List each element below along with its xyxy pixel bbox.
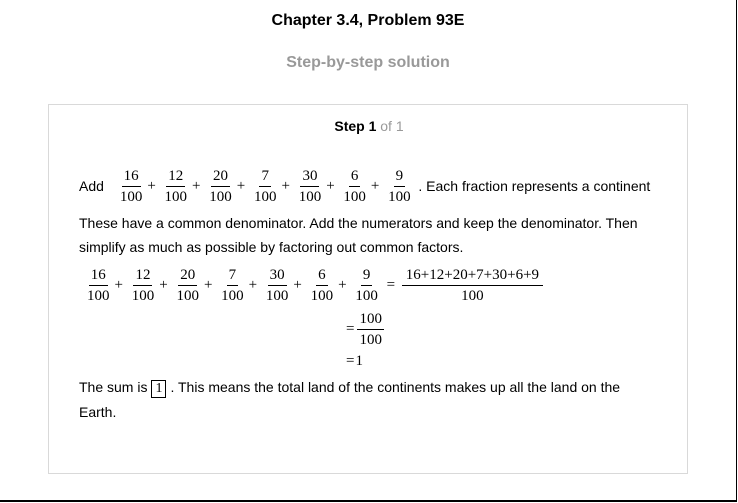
fraction: $\frac{9}{100}$ [388, 168, 411, 205]
simplified-fraction: $\frac{100}{100}$ [359, 311, 382, 348]
sum-fraction: $\frac{16+12+20+7+30+6+9}{100}$ [402, 265, 543, 306]
add-label: Add [79, 178, 104, 195]
solution-subtitle: Step-by-step solution [286, 54, 450, 71]
fraction: $\frac{12}{100}$ [164, 168, 188, 205]
intro-expression: $\frac{16}{100}$ + $\frac{12}{100}$ + $\frac{20}{100}$ + $\frac{7}{100}$ + $\frac{30}{100}$ + $\frac{6}{100}$ + $\frac{9}{100}$ [119, 168, 411, 205]
conclusion-suffix: . This means the total land of the continents makes up all the land on the [170, 379, 621, 395]
fraction: $\frac{6}{100}$ [343, 168, 366, 205]
explanation-line-1: These have a common denominator. Add the numerators and keep the denominator. Then [79, 215, 638, 231]
fraction: $\frac{7}{100}$ [221, 267, 244, 304]
fraction: $\frac{16}{100}$ [87, 267, 110, 304]
fraction: $\frac{16}{100}$ [119, 168, 143, 205]
fraction: $\frac{7}{100}$ [253, 168, 277, 205]
fraction: $\frac{6}{100}$ [310, 267, 334, 304]
explanation-line-2: simplify as much as possible by factoring out common factors. [79, 239, 464, 255]
equals-sign: = [386, 277, 396, 293]
step-indicator [49, 118, 689, 134]
intro-tail: . Each fraction represents a continent [418, 178, 651, 195]
equation-row-1: $\frac{16}{100}$ + $\frac{12}{100}$ + $\frac{20}{100}$ + $\frac{7}{100}$ + $\frac{30}{100}$ + $\frac{6}{100}$ + $\frac{9}{100}$ = $\frac{16+12+20+7+30+6+9}{100}$ [83, 265, 545, 306]
intro-line [79, 166, 650, 207]
fraction: $\frac{20}{100}$ [209, 168, 232, 205]
step-label: Step 1 [334, 118, 377, 134]
fraction: $\frac{9}{100}$ [355, 267, 378, 304]
conclusion-line [79, 379, 620, 398]
fraction: $\frac{12}{100}$ [131, 267, 155, 304]
equals-sign: = [346, 353, 355, 370]
solution-card [48, 104, 688, 474]
result-value: 1 [355, 353, 363, 369]
answer-box: 1 [151, 380, 166, 398]
chapter-title: Chapter 3.4, Problem 93E [271, 12, 465, 29]
fraction: $\frac{20}{100}$ [176, 267, 199, 304]
equation-row-3 [345, 353, 363, 370]
equals-sign: = [346, 321, 355, 337]
conclusion-prefix: The sum is [79, 379, 148, 395]
fraction: $\frac{30}{100}$ [298, 168, 322, 205]
step-count: of 1 [380, 118, 404, 134]
equation-row-2 [345, 309, 386, 350]
conclusion-line-2: Earth. [79, 404, 117, 420]
fraction: $\frac{30}{100}$ [265, 267, 289, 304]
